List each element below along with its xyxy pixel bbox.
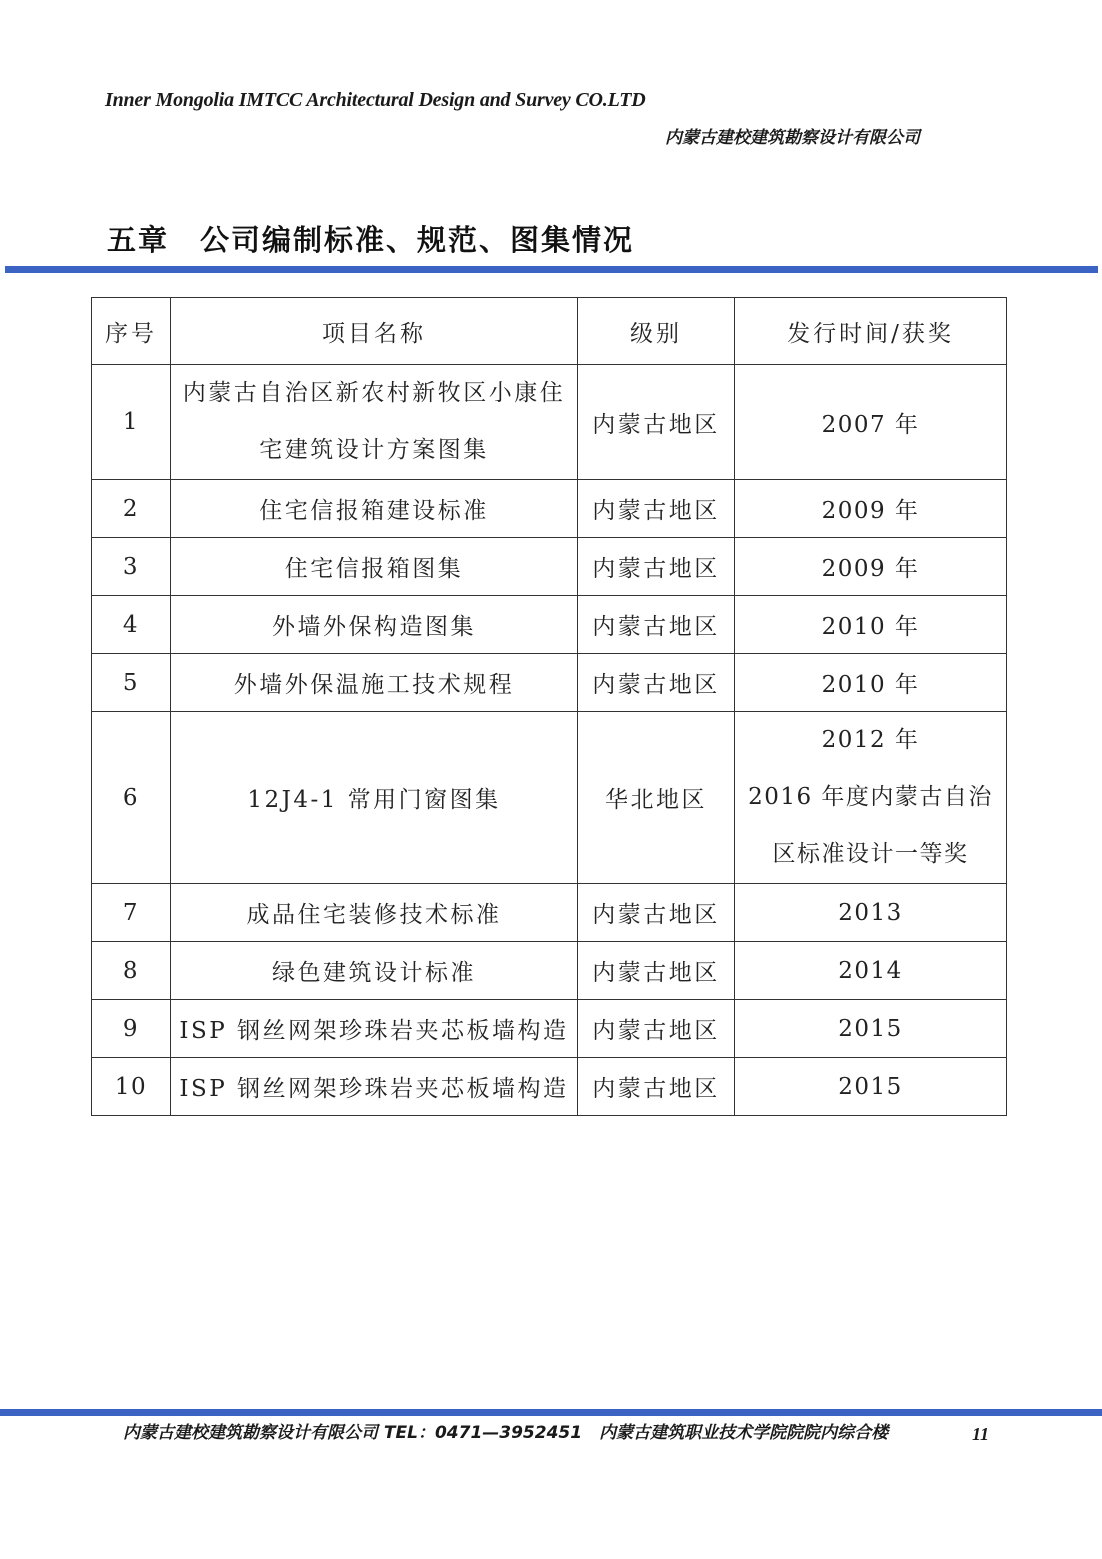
cell-issue-date-award: [735, 654, 1007, 712]
page-number: 11: [972, 1424, 990, 1444]
table-row: [92, 654, 1007, 712]
column-header-issue-date-award: 发行时间/获奖: [735, 298, 1007, 365]
cell-issue-date-award: [735, 884, 1007, 942]
cell-issue-date-award-line: 2009 年: [821, 556, 920, 582]
cell-project-name-line: 12J4-1 常用门窗图集: [247, 787, 501, 813]
cell-number: 9: [92, 1000, 171, 1058]
cell-number: 10: [92, 1058, 171, 1116]
cell-issue-date-award-line: 2016 年度内蒙古自治: [748, 784, 993, 810]
cell-issue-date-award-line: 2009 年: [821, 498, 920, 524]
cell-number: 7: [92, 884, 171, 942]
cell-project-name-line: ISP 钢丝网架珍珠岩夹芯板墙构造: [179, 1018, 569, 1044]
standards-table: [91, 297, 1007, 1116]
cell-number: 6: [92, 712, 171, 884]
cell-project-name-line: 住宅信报箱图集: [284, 556, 464, 582]
cell-project-name: [171, 480, 578, 538]
cell-project-name-line: 内蒙古自治区新农村新牧区小康住: [182, 380, 566, 406]
cell-issue-date-award: [735, 596, 1007, 654]
cell-project-name-line: 宅建筑设计方案图集: [259, 437, 489, 463]
cell-project-name: [171, 884, 578, 942]
cell-project-name-line: 绿色建筑设计标准: [272, 960, 476, 986]
cell-level: 内蒙古地区: [578, 365, 735, 480]
cell-number: 5: [92, 654, 171, 712]
cell-issue-date-award-line: 2015: [838, 1015, 903, 1042]
table-row: [92, 596, 1007, 654]
cell-level: 华北地区: [578, 712, 735, 884]
cell-level: 内蒙古地区: [578, 942, 735, 1000]
company-name-chinese: 内蒙古建校建筑勘察设计有限公司: [665, 128, 920, 148]
cell-project-name-line: 外墙外保构造图集: [272, 614, 476, 640]
cell-project-name: [171, 942, 578, 1000]
table-row: [92, 365, 1007, 480]
cell-number: 2: [92, 480, 171, 538]
company-name-english: Inner Mongolia IMTCC Architectural Design and Survey CO.LTD: [105, 89, 646, 111]
cell-level: 内蒙古地区: [578, 538, 735, 596]
header-divider-rule: [5, 266, 1098, 273]
cell-level: 内蒙古地区: [578, 1000, 735, 1058]
chapter-title: 五章 公司编制标准、规范、图集情况: [107, 223, 635, 257]
cell-issue-date-award-line: 2010 年: [821, 614, 920, 640]
cell-number: 8: [92, 942, 171, 1000]
cell-issue-date-award-line: 区标准设计一等奖: [772, 841, 969, 867]
cell-issue-date-award: [735, 1058, 1007, 1116]
table-row: [92, 480, 1007, 538]
cell-issue-date-award-line: 2007 年: [821, 411, 920, 438]
table-header-row: [92, 298, 1007, 365]
cell-level: 内蒙古地区: [578, 1058, 735, 1116]
footer-contact-line: 内蒙古建校建筑勘察设计有限公司 TEL：0471—3952451 内蒙古建筑职业技术学院院院内综合楼: [123, 1423, 889, 1443]
cell-project-name-line: 成品住宅装修技术标准: [246, 902, 502, 928]
column-header-level: 级别: [578, 298, 735, 365]
cell-project-name: [171, 1058, 578, 1116]
column-header-project-name: 项目名称: [171, 298, 578, 365]
cell-level: 内蒙古地区: [578, 596, 735, 654]
table-row: [92, 884, 1007, 942]
cell-issue-date-award: [735, 712, 1007, 884]
table-row: [92, 712, 1007, 884]
table-row: [92, 942, 1007, 1000]
cell-issue-date-award-line: 2013: [838, 899, 903, 926]
cell-number: 3: [92, 538, 171, 596]
cell-issue-date-award-line: 2014: [838, 957, 903, 984]
cell-issue-date-award-line: 2012 年: [821, 727, 920, 753]
cell-issue-date-award: [735, 1000, 1007, 1058]
cell-issue-date-award-line: 2010 年: [821, 672, 920, 698]
cell-project-name-line: ISP 钢丝网架珍珠岩夹芯板墙构造: [179, 1076, 569, 1102]
cell-project-name: [171, 365, 578, 480]
cell-project-name: [171, 654, 578, 712]
cell-issue-date-award: [735, 365, 1007, 480]
cell-issue-date-award: [735, 942, 1007, 1000]
cell-level: 内蒙古地区: [578, 654, 735, 712]
cell-issue-date-award: [735, 538, 1007, 596]
cell-issue-date-award: [735, 480, 1007, 538]
cell-project-name: [171, 596, 578, 654]
cell-number: 1: [92, 365, 171, 480]
table-row: [92, 538, 1007, 596]
cell-issue-date-award-line: 2015: [838, 1073, 903, 1100]
table-row: [92, 1000, 1007, 1058]
cell-number: 4: [92, 596, 171, 654]
cell-level: 内蒙古地区: [578, 884, 735, 942]
cell-project-name: [171, 1000, 578, 1058]
footer-divider-rule: [0, 1409, 1102, 1416]
cell-project-name: [171, 712, 578, 884]
table-row: [92, 1058, 1007, 1116]
cell-level: 内蒙古地区: [578, 480, 735, 538]
cell-project-name: [171, 538, 578, 596]
cell-project-name-line: 住宅信报箱建设标准: [259, 498, 489, 524]
cell-project-name-line: 外墙外保温施工技术规程: [233, 672, 515, 698]
column-header-number: 序号: [92, 298, 171, 365]
